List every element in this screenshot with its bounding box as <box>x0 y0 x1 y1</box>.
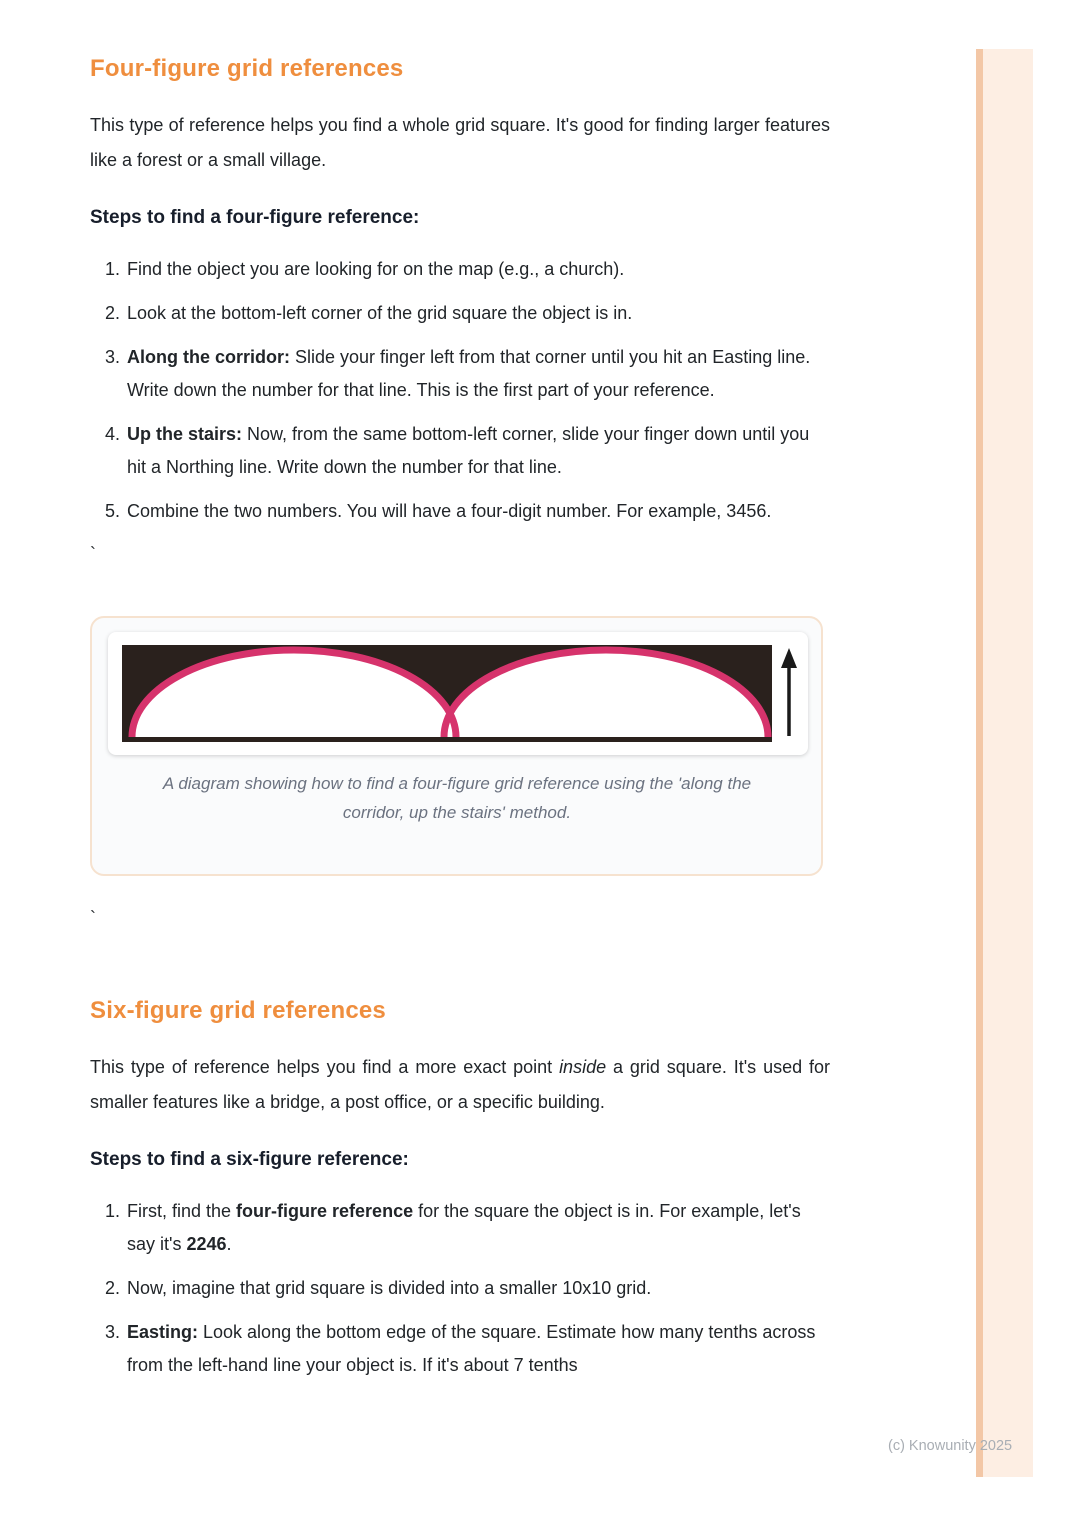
copyright-footer: (c) Knowunity 2025 <box>888 1438 1013 1454</box>
list-item: 1. Find the object you are looking for on the map (e.g., a church). <box>125 253 830 286</box>
document-content <box>90 0 830 1393</box>
list-item: 2. Now, imagine that grid square is divided into a smaller 10x10 grid. <box>125 1272 830 1305</box>
stray-backtick: ` <box>90 908 96 928</box>
list-item: 5. Combine the two numbers. You will have a four-digit number. For example, 3456. <box>125 495 830 528</box>
list-item: 3. Along the corridor: Slide your finger left from that corner until you hit an Easting line. Write down the number for that line. This is the first part of your reference. <box>125 341 830 407</box>
stray-backtick: ` <box>90 544 96 564</box>
list-item: 1. First, find the four-figure reference for the square the object is in. For example, let's say it's 2246. <box>125 1195 830 1261</box>
section-heading-six-figure: Six-figure grid references <box>90 997 386 1024</box>
figure-card <box>90 616 823 876</box>
list-item: 3. Easting: Look along the bottom edge of the square. Estimate how many tenths across from the left-hand line your object is. If it's about 7 tenths <box>125 1316 830 1382</box>
grid-diagram-graphic <box>122 645 772 742</box>
list-item: 4. Up the stairs: Now, from the same bottom-left corner, slide your finger down until you hit a Northing line. Write down the number for that line. <box>125 418 830 484</box>
right-accent-bar <box>976 49 1033 1477</box>
up-arrow-icon <box>778 646 800 741</box>
six-figure-steps-list <box>90 1195 830 1382</box>
steps-heading-six-figure: Steps to find a six-figure reference: <box>90 1149 409 1170</box>
four-figure-steps-list <box>90 253 830 528</box>
list-item: 2. Look at the bottom-left corner of the grid square the object is in. <box>125 297 830 330</box>
steps-heading-four-figure: Steps to find a four-figure reference: <box>90 207 420 228</box>
four-figure-intro: This type of reference helps you find a whole grid square. It's good for finding larger features like a forest or a small village. <box>90 115 830 170</box>
figure-caption: A diagram showing how to find a four-figure grid reference using the 'along the corridor, up the stairs' method. <box>162 774 752 822</box>
section-heading-four-figure: Four-figure grid references <box>90 55 404 82</box>
six-figure-intro: This type of reference helps you find a more exact point inside a grid square. It's used for smaller features like a bridge, a post office, or a specific building. <box>90 1057 830 1112</box>
figure-image <box>108 632 808 755</box>
